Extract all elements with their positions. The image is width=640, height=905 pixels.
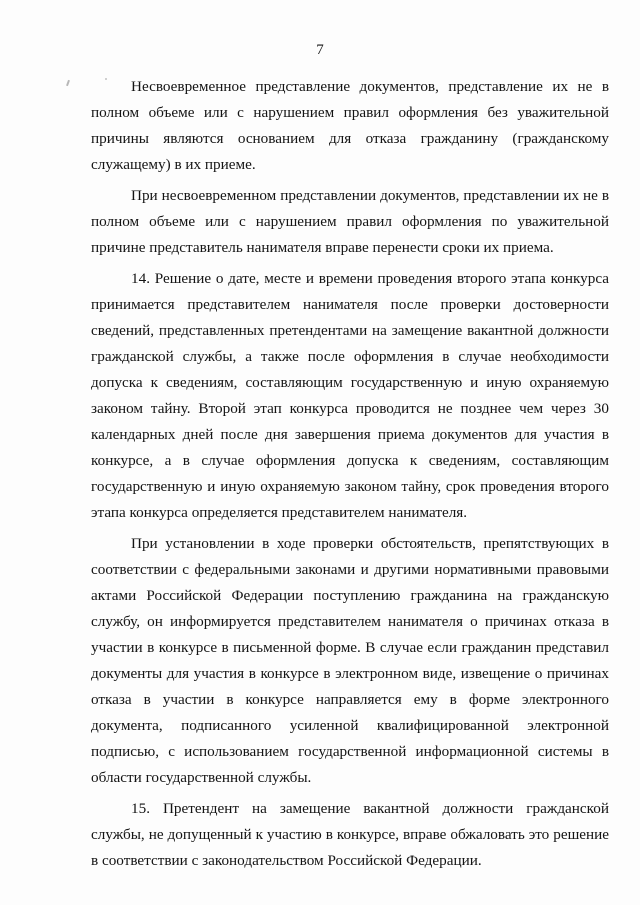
paragraph-late-submission: Несвоевременное представление документов, представление их не в полном объеме или с нарушением правил оформления без уважительной причины являются основанием для отказа гражданину (гражданскому служащему) в их приеме. xyxy=(91,78,609,173)
document-body xyxy=(91,74,609,879)
scan-artifact xyxy=(66,80,70,86)
paragraph-section-14: 14. Решение о дате, месте и времени проведения второго этапа конкурса принимается представителем нанимателя после проверки достоверности сведений, представленных претендентами на замещение вакантной должности гражданской службы, а также после оформления в случае необходимости допуска к сведениям, составляющим государственную и иную охраняемую законом тайну. Второй этап конкурса проводится не позднее чем через 30 календарных дней после дня завершения приема документов для участия в конкурсе, а в случае оформления допуска к сведениям, составляющим государственную и иную охраняемую законом тайну, срок проведения второго этапа конкурса определяется представителем нанимателя. xyxy=(91,270,609,521)
paragraph-section-15: 15. Претендент на замещение вакантной должности гражданской службы, не допущенный к участию в конкурсе, вправе обжаловать это решение в соответствии с законодательством Российской Федерации. xyxy=(91,800,609,869)
paragraph-valid-reason: При несвоевременном представлении документов, представлении их не в полном объеме или с нарушением правил оформления по уважительной причине представитель нанимателя вправе перенести сроки их приема. xyxy=(91,187,609,256)
paragraph-refusal-notice: При установлении в ходе проверки обстоятельств, препятствующих в соответствии с федеральными законами и другими нормативными правовыми актами Российской Федерации поступлению гражданина на гражданскую службу, он информируется представителем нанимателя о причинах отказа в участии в конкурсе в письменной форме. В случае если гражданин представил документы для участия в конкурсе в электронном виде, извещение о причинах отказа в участии в конкурсе направляется ему в форме электронного документа, подписанного усиленной квалифицированной электронной подписью, с использованием государственной информационной системы в области государственной службы. xyxy=(91,535,609,786)
page-number: 7 xyxy=(316,42,324,58)
